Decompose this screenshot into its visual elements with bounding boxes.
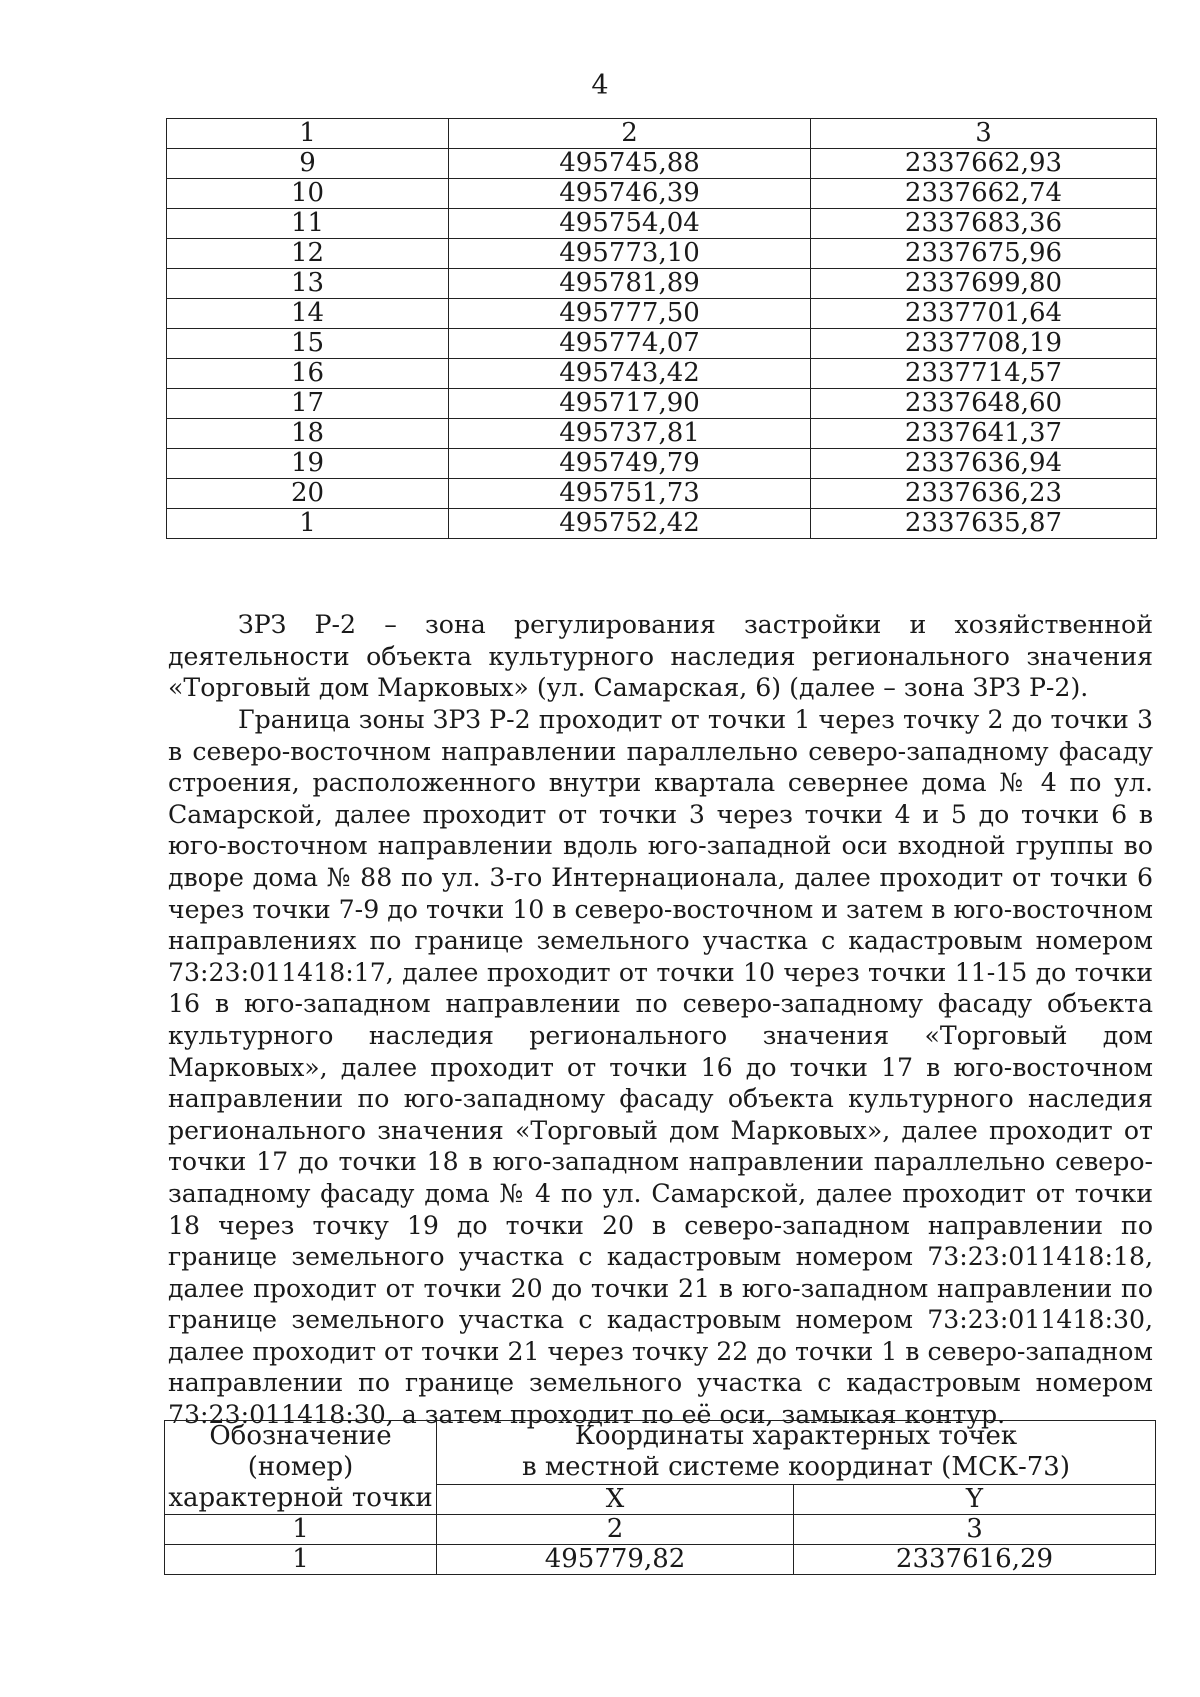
table-row	[167, 239, 1157, 269]
y-coordinate-cell: 2337675,96	[811, 239, 1157, 269]
y-coordinate-cell: 2337714,57	[811, 359, 1157, 389]
table-row	[167, 269, 1157, 299]
y-coordinate-cell: 2337662,74	[811, 179, 1157, 209]
point-number-cell: 17	[167, 389, 449, 419]
table-column-number-row	[165, 1515, 1156, 1545]
table-row	[167, 359, 1157, 389]
point-number-cell: 14	[167, 299, 449, 329]
x-coordinate-cell: 495751,73	[449, 479, 811, 509]
y-coordinate-cell: 2337636,23	[811, 479, 1157, 509]
table-row	[167, 419, 1157, 449]
column-number: 1	[167, 119, 449, 149]
y-coordinate-cell: 2337701,64	[811, 299, 1157, 329]
table-row	[167, 389, 1157, 419]
y-coordinate-cell: 2337662,93	[811, 149, 1157, 179]
coordinates-table-continued	[166, 118, 1157, 539]
coordinates-header-line2: в местной системе координат (МСК-73)	[522, 1452, 1070, 1483]
table-row	[167, 149, 1157, 179]
zone-description-text: ЗРЗ Р-2 – зона регулирования застройки и хозяйственной деятельности объекта культурного наследия регионального значения «Торговый дом Марковых» (ул. Самарская, 6) (далее – зона ЗРЗ Р-2).	[168, 610, 1153, 703]
table-header-row	[165, 1421, 1156, 1485]
y-coordinate-cell: 2337616,29	[794, 1545, 1156, 1575]
column-number: 2	[449, 119, 811, 149]
x-coordinate-cell: 495781,89	[449, 269, 811, 299]
table-row	[167, 329, 1157, 359]
point-designation-header: Обозначение (номер) характерной точки	[165, 1421, 437, 1515]
x-coordinate-cell: 495717,90	[449, 389, 811, 419]
y-axis-header: Y	[794, 1484, 1156, 1514]
x-coordinate-cell: 495737,81	[449, 419, 811, 449]
point-number-cell: 15	[167, 329, 449, 359]
zone-boundary-paragraph	[168, 704, 1153, 1431]
y-coordinate-cell: 2337699,80	[811, 269, 1157, 299]
y-coordinate-cell: 2337648,60	[811, 389, 1157, 419]
point-number-cell: 9	[167, 149, 449, 179]
y-coordinate-cell: 2337635,87	[811, 509, 1157, 539]
x-axis-header: X	[437, 1484, 794, 1514]
y-coordinate-cell: 2337636,94	[811, 449, 1157, 479]
x-coordinate-cell: 495752,42	[449, 509, 811, 539]
table-row	[167, 509, 1157, 539]
x-coordinate-cell: 495749,79	[449, 449, 811, 479]
y-coordinate-cell: 2337641,37	[811, 419, 1157, 449]
zone-boundary-text: Граница зоны ЗРЗ Р-2 проходит от точки 1 через точку 2 до точки 3 в северо-восточном направлении параллельно северо-западному фасаду строения, расположенного внутри квартала севернее дома № 4 по ул. Самарской, далее проходит от точки 3 через точки 4 и 5 до точки 6 в юго-восточном направлении вдоль юго-западной оси входной группы во дворе дома № 88 по ул. 3-го Интернационала, далее проходит от точки 6 через точки 7-9 до точки 10 в северо-восточном и затем в юго-восточном направлениях по границе земельного участка с кадастровым номером 73:23:011418:17, далее проходит от точки 10 через точки 11-15 до точки 16 в юго-западном направлении по северо-западному фасаду объекта культурного наследия регионального значения «Торговый дом Марковых», далее проходит от точки 16 до точки 17 в юго-восточном направлении по юго-западному фасаду объекта культурного наследия регионального значения «Торговый дом Марковых», далее проходит от точки 17 до точки 18 в юго-западном направлении параллельно северо-западному фасаду дома № 4 по ул. Самарской, далее проходит от точки 18 через точку 19 до точки 20 в северо-западном направлении по границе земельного участка с кадастровым номером 73:23:011418:18, далее проходит от точки 20 до точки 21 в юго-западном направлении по границе земельного участка с кадастровым номером 73:23:011418:30, далее проходит от точки 21 через точку 22 до точки 1 в северо-западном направлении по границе земельного участка с кадастровым номером 73:23:011418:30, а затем проходит по её оси, замыкая контур.	[168, 705, 1153, 1430]
column-number: 3	[811, 119, 1157, 149]
point-number-cell: 20	[167, 479, 449, 509]
point-number-cell: 19	[167, 449, 449, 479]
coordinates-header	[437, 1421, 1156, 1485]
page-number: 4	[591, 70, 609, 101]
column-number: 1	[165, 1515, 437, 1545]
column-number: 2	[437, 1515, 794, 1545]
y-coordinate-cell: 2337683,36	[811, 209, 1157, 239]
x-coordinate-cell: 495773,10	[449, 239, 811, 269]
x-coordinate-cell: 495779,82	[437, 1545, 794, 1575]
table-row	[167, 179, 1157, 209]
point-number-cell: 13	[167, 269, 449, 299]
table-row	[165, 1545, 1156, 1575]
zone-coordinates-table	[164, 1420, 1156, 1575]
x-coordinate-cell: 495745,88	[449, 149, 811, 179]
column-number: 3	[794, 1515, 1156, 1545]
table-row	[167, 449, 1157, 479]
table-row	[167, 209, 1157, 239]
x-coordinate-cell: 495743,42	[449, 359, 811, 389]
zone-description-paragraph	[168, 609, 1153, 704]
table-row	[167, 299, 1157, 329]
point-number-cell: 1	[167, 509, 449, 539]
y-coordinate-cell: 2337708,19	[811, 329, 1157, 359]
x-coordinate-cell: 495774,07	[449, 329, 811, 359]
point-number-cell: 18	[167, 419, 449, 449]
coordinates-header-line1: Координаты характерных точек	[574, 1421, 1018, 1452]
x-coordinate-cell: 495746,39	[449, 179, 811, 209]
x-coordinate-cell: 495754,04	[449, 209, 811, 239]
point-number-cell: 16	[167, 359, 449, 389]
table-header-row	[167, 119, 1157, 149]
point-number-cell: 1	[165, 1545, 437, 1575]
x-coordinate-cell: 495777,50	[449, 299, 811, 329]
point-number-cell: 11	[167, 209, 449, 239]
table-row	[167, 479, 1157, 509]
point-number-cell: 10	[167, 179, 449, 209]
point-number-cell: 12	[167, 239, 449, 269]
